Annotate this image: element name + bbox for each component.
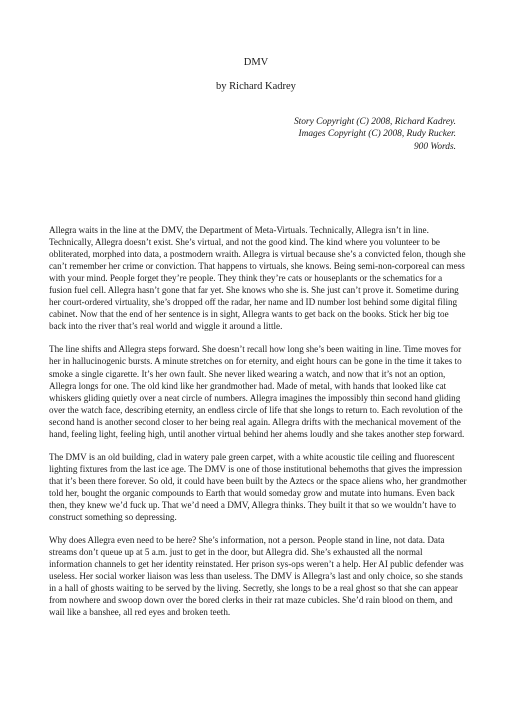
paragraph: The line shifts and Allegra steps forward. She doesn’t recall how long she’s been waiting in line. Time moves for her in hallucinogenic bursts. A minute stretches on for eternity, and eight hours can be gone in the time it takes to smoke a single cigarette. It’s her own fault. She never liked wearing a watch, and now that it’s not an option, Allegra longs for one. The old kind like her grandmother had. Made of metal, with hands that looked like cat whiskers gliding quietly over a neat circle of numbers. Allegra imagines the impossibly thin second hand gliding over the watch face, describing eternity, an endless circle of life that she longs to return to. Each revolution of the second hand is another second closer to her being real again. Allegra drifts with the mechanical movement of the hand, feeling light, feeling high, until another virtual behind her ahems loudly and she takes another step forward. <box>49 344 465 439</box>
author-byline: by Richard Kadrey <box>216 81 296 92</box>
word-count-line: 900 Words. <box>413 141 456 152</box>
story-title: DMV <box>243 57 269 68</box>
story-copyright-line: Story Copyright (C) 2008, Richard Kadrey. <box>293 117 456 127</box>
paragraph: Why does Allegra even need to be here? She’s information, not a person. People stand in line, not data. Data streams don’t queue up at 5 a.m. just to get in the door, but Allegra did. She’s exhausted all the normal information channels to get her identity reinstated. Her prison sys-ops weren’t a help. Her AI public defender was useless. Her social worker liaison was less than useless. The DMV is Allegra’s last and only choice, so she stands in a hall of ghosts waiting to be served by the living. Secretly, she longs to be a real ghost so that she can appear from nowhere and swoop down over the bored clerks in their rat maze cubicles. She’d rain blood on them, and wail like a banshee, all red eyes and broken teeth. <box>49 535 464 618</box>
copyright-block <box>156 116 456 153</box>
paragraph: The DMV is an old building, clad in watery pale green carpet, with a white acoustic tile ceiling and fluorescent lighting fixtures from the last ice age. The DMV is one of those institutional behemoths that gives the impression that it’s been there forever. So old, it could have been built by the Aztecs or the space aliens who, her grandmother told her, bought the organic compounds to Earth that would someday grow and mutate into humans. Even back then, they knew we’d fuck up. That we’d need a DMV, Allegra thinks. They built it that so we wouldn’t have to construct something so depressing. <box>49 451 467 523</box>
story-body <box>49 224 467 629</box>
paragraph: Allegra waits in the line at the DMV, the Department of Meta-Virtuals. Technically, Allegra isn’t in line. Technically, Allegra doesn’t exist. She’s virtual, and not the good kind. The kind where you volunteer to be obliterated, morphed into data, a postmodern wraith. Allegra is virtual because she’s a convicted felon, though she can’t remember her crime or conviction. That happens to virtuals, she knows. Being semi-non-corporeal can mess with your mind. People forget they’re people. They think they’re cats or houseplants or the schematics for a fusion fuel cell. Allegra hasn’t gone that far yet. She knows who she is. She just can’t prove it. Sometime during her court-ordered virtuality, she’s dropped off the radar, her name and ID number lost behind some digital filing cabinet. Now that the end of her sentence is in sight, Allegra wants to get back on the books. Stick her big toe back into the river that’s real world and wiggle it around a little. <box>49 225 466 332</box>
images-copyright-line: Images Copyright (C) 2008, Rudy Rucker. <box>298 129 456 140</box>
